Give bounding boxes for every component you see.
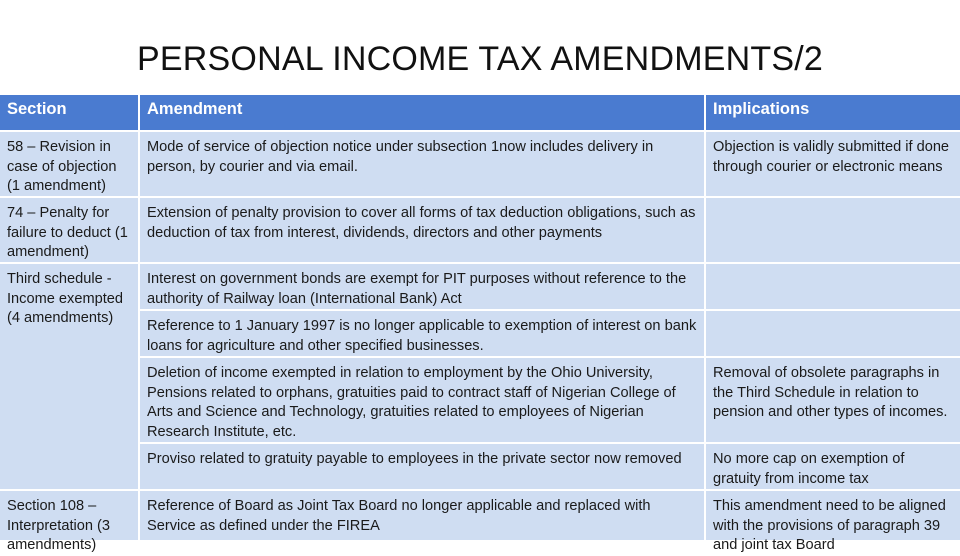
table-cell-implications <box>706 198 960 262</box>
table-cell-amendment: Reference of Board as Joint Tax Board no longer applicable and replaced with Service as defined under the FIREA <box>140 491 704 540</box>
table-cell-section: Third schedule - Income exempted (4 amendments) <box>0 264 138 489</box>
table-cell-amendment: Mode of service of objection notice under subsection 1now includes delivery in person, by courier and via email. <box>140 132 704 196</box>
table-cell-amendment: Proviso related to gratuity payable to employees in the private sector now removed <box>140 444 704 489</box>
table-cell-section: Section 108 – Interpretation (3 amendments) <box>0 491 138 540</box>
table-cell-amendment: Extension of penalty provision to cover all forms of tax deduction obligations, such as deduction of tax from interest, dividends, directors and other payments <box>140 198 704 262</box>
header-implications: Implications <box>706 95 960 130</box>
table-cell-amendment: Interest on government bonds are exempt for PIT purposes without reference to the authority of Railway loan (International Bank) Act <box>140 264 704 309</box>
slide-title: PERSONAL INCOME TAX AMENDMENTS/2 <box>137 40 823 78</box>
table-cell-implications: Removal of obsolete paragraphs in the Third Schedule in relation to pension and other types of incomes. <box>706 358 960 442</box>
table-cell-implications: This amendment need to be aligned with the provisions of paragraph 39 and joint tax Board <box>706 491 960 540</box>
table-cell-implications <box>706 264 960 309</box>
table-cell-implications: Objection is validly submitted if done through courier or electronic means <box>706 132 960 196</box>
table-cell-amendment: Deletion of income exempted in relation to employment by the Ohio University, Pensions related to orphans, gratuities paid to contract staff of Nigerian College of Arts and Science and Technology, gratuities related to employees of Nigerian Research Institute, etc. <box>140 358 704 442</box>
table-cell-section: 58 – Revision in case of objection (1 amendment) <box>0 132 138 196</box>
table-cell-implications: No more cap on exemption of gratuity from income tax <box>706 444 960 489</box>
table-cell-implications <box>706 311 960 356</box>
header-section: Section <box>0 95 138 130</box>
table-cell-amendment: Reference to 1 January 1997 is no longer applicable to exemption of interest on bank loans for agriculture and other specified businesses. <box>140 311 704 356</box>
header-amendment: Amendment <box>140 95 704 130</box>
table-cell-section: 74 – Penalty for failure to deduct (1 amendment) <box>0 198 138 262</box>
